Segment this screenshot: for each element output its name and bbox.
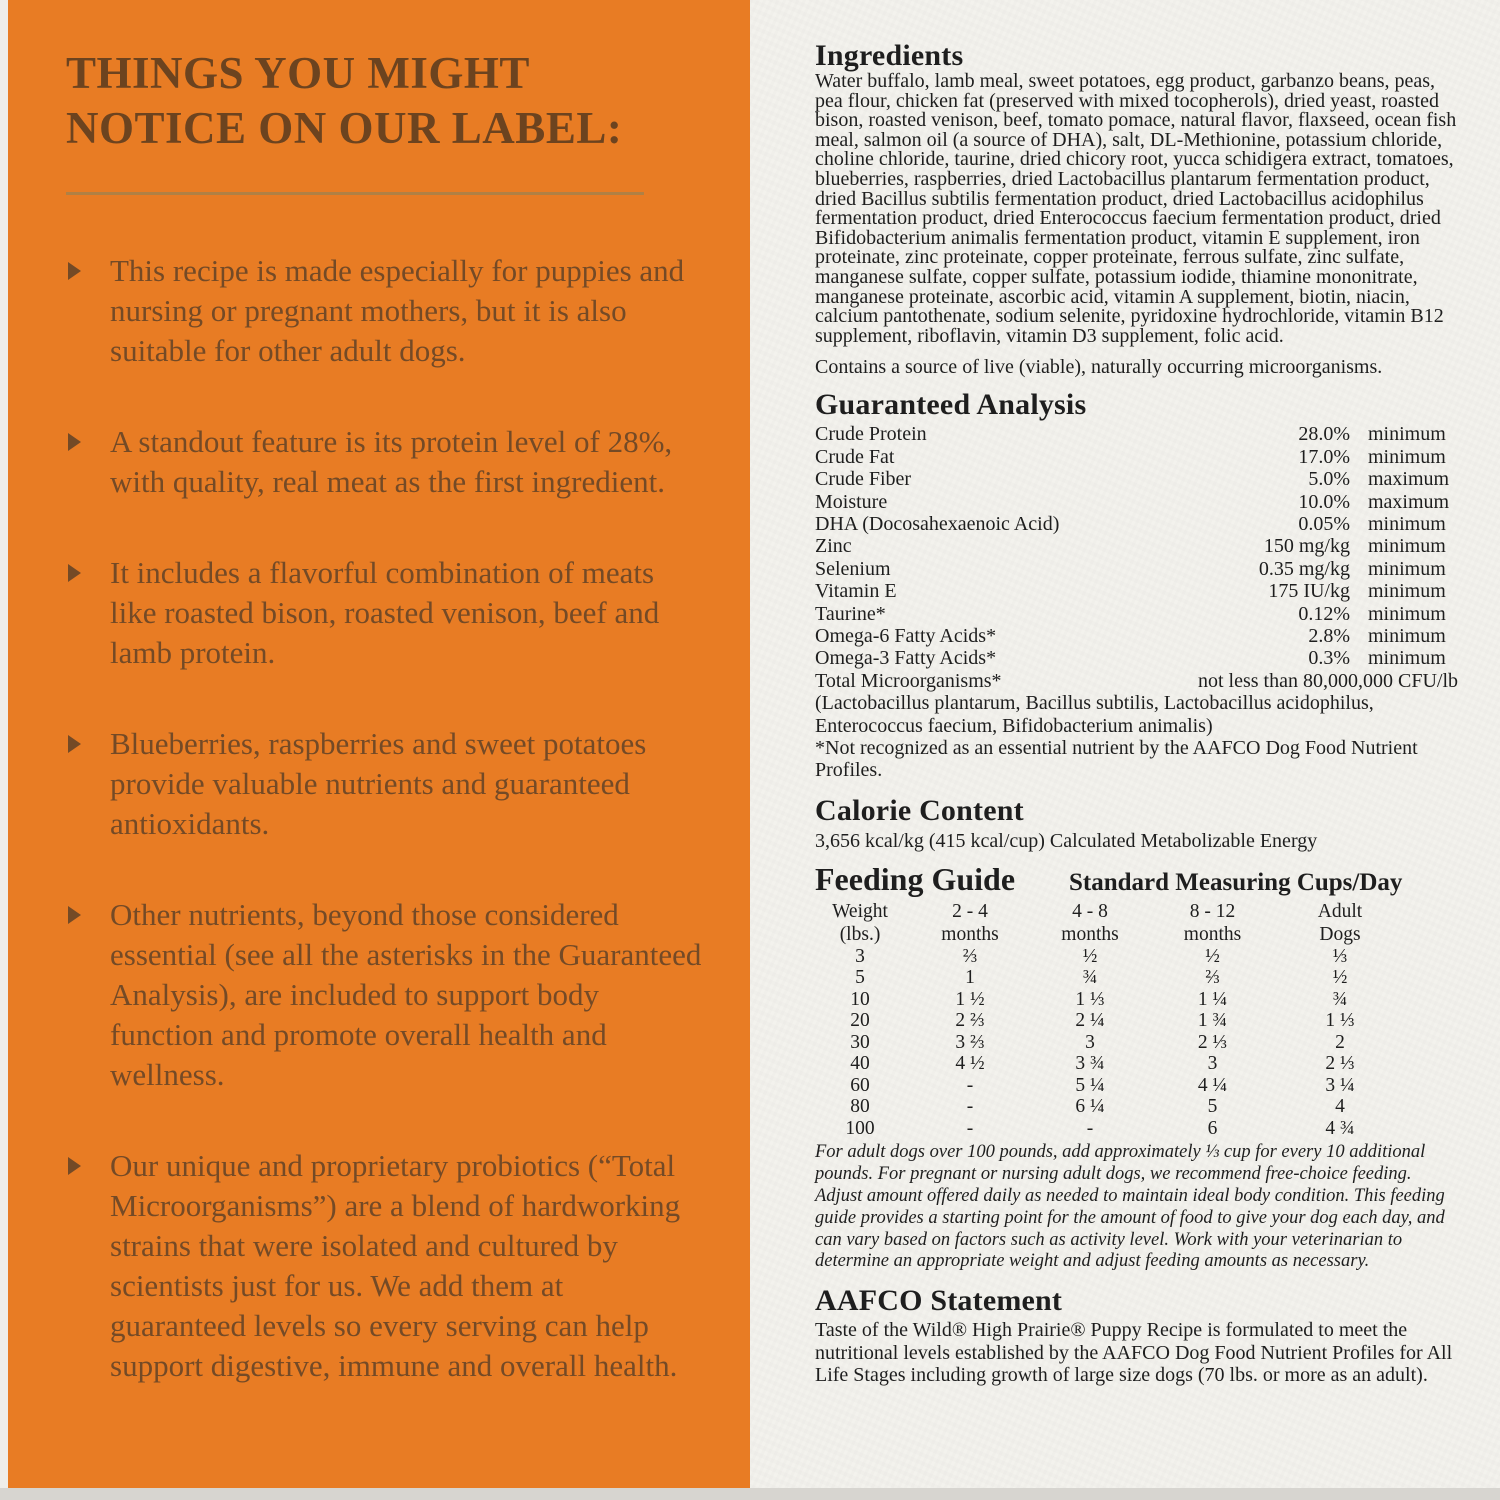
bullet-arrow-icon (68, 906, 81, 924)
weight-cell: 5 (855, 967, 865, 989)
cups-cell: 3 ⅔ (955, 1031, 985, 1053)
header-line-2: Dogs (1319, 923, 1361, 945)
bullet-arrow-icon (68, 433, 81, 451)
calorie-content-section (815, 795, 1458, 852)
ga-qualifier: minimum (1368, 445, 1446, 468)
ga-nutrient-label: Selenium (815, 557, 891, 580)
ga-amount-value: 175 IU/kg (1268, 580, 1350, 603)
bullet-text: Other nutrients, beyond those considered essential (see all the asterisks in the Guaranteed Analysis), are included to support body function and promote overall health and wellness. (110, 896, 702, 1092)
ga-row (815, 423, 1458, 445)
ga-amount-value: 0.3% (1308, 647, 1350, 670)
ga-amount-value: 2.8% (1308, 624, 1350, 647)
feeding-guide-row (815, 967, 1458, 989)
cups-cell: ½ (1332, 967, 1348, 989)
cups-cell: 4 ¼ (1197, 1074, 1228, 1096)
ga-amount-value: 0.12% (1298, 602, 1350, 625)
cups-cell: 2 ⅓ (1197, 1031, 1228, 1053)
cups-cell: ½ (1082, 945, 1098, 967)
ga-nutrient-label: Taurine* (815, 602, 886, 625)
ga-amount-value: 17.0% (1298, 445, 1350, 468)
cups-cell: 2 ⅔ (955, 1010, 985, 1032)
cups-cell: 1 ¾ (1197, 1010, 1228, 1032)
cups-cell: 2 ¼ (1075, 1010, 1105, 1032)
feeding-guide-row (815, 1032, 1458, 1054)
bullet-text: It includes a flavorful combination of meats like roasted bison, roasted venison, beef and lamb protein. (110, 554, 660, 670)
ga-qualifier: maximum (1368, 490, 1450, 513)
cups-cell: ¾ (1082, 967, 1098, 989)
cups-cell: 1 ⅓ (1075, 988, 1105, 1010)
ga-nutrient-label: Vitamin E (815, 580, 897, 603)
header-line-1: 8 - 12 (1189, 900, 1236, 922)
ga-amount-value: 5.0% (1308, 468, 1350, 491)
bullet-item (66, 422, 702, 502)
weight-cell: 80 (850, 1096, 870, 1118)
ingredients-section (815, 40, 1458, 378)
asterisk-footnote: *Not recognized as an essential nutrient by the AAFCO Dog Food Nutrient Profiles. (815, 737, 1418, 782)
ga-qualifier: minimum (1368, 602, 1446, 625)
ga-row (815, 647, 1458, 669)
ga-nutrient-label: Moisture (815, 490, 888, 513)
header-line-1: 4 - 8 (1072, 900, 1108, 922)
ga-row (815, 513, 1458, 535)
probiotic-species-note: (Lactobacillus plantarum, Bacillus subtilis, Lactobacillus acidophilus, Enterococcus faecium, Bifidobacterium animalis) (815, 692, 1374, 737)
panel-title: THINGS YOU MIGHT NOTICE ON OUR LABEL: (66, 48, 623, 153)
feeding-guide-row (815, 1118, 1458, 1140)
feeding-guide-section (815, 862, 1458, 1273)
marketing-panel (8, 0, 750, 1488)
ga-nutrient-label: Omega-6 Fatty Acids* (815, 624, 997, 647)
weight-cell: 3 (855, 945, 865, 967)
total-microorganisms-row (815, 670, 1458, 692)
header-line-2: months (1183, 923, 1242, 945)
feeding-guide-column-header (905, 900, 1035, 946)
aafco-statement-section (815, 1285, 1458, 1387)
ga-qualifier: minimum (1368, 423, 1446, 446)
feeding-guide-row (815, 1096, 1458, 1118)
ga-qualifier: minimum (1368, 512, 1446, 535)
cups-cell: 2 ⅓ (1325, 1053, 1355, 1075)
ga-amount-value: 0.05% (1298, 512, 1350, 535)
ingredients-heading: Ingredients (815, 39, 964, 72)
ga-row (815, 446, 1458, 468)
cups-cell: 1 ¼ (1197, 988, 1228, 1010)
cups-cell: - (966, 1117, 974, 1139)
bullet-item (66, 251, 702, 371)
cups-cell: 1 ½ (955, 988, 985, 1010)
microorganisms-note: Contains a source of live (viable), naturally occurring microorganisms. (815, 356, 1383, 379)
header-line-1: Weight (832, 900, 888, 922)
weight-cell: 100 (845, 1117, 875, 1139)
bottom-strip (0, 1488, 1500, 1500)
cups-cell: 2 (1335, 1031, 1345, 1053)
cups-cell: - (966, 1074, 974, 1096)
cups-cell: 6 (1207, 1117, 1218, 1139)
ga-row (815, 535, 1458, 557)
ga-amount-value: 10.0% (1298, 490, 1350, 513)
ga-row (815, 580, 1458, 602)
feeding-guide-column-header (1145, 900, 1280, 946)
bullet-item (66, 895, 702, 1095)
cups-cell: ½ (1205, 945, 1220, 967)
feeding-guide-row (815, 1010, 1458, 1032)
cups-cell: 5 ¼ (1075, 1074, 1105, 1096)
bullet-item (66, 1146, 702, 1386)
calorie-content-heading: Calorie Content (815, 793, 1024, 827)
ga-nutrient-label: DHA (Docosahexaenoic Acid) (815, 512, 1060, 535)
ga-qualifier: minimum (1368, 580, 1446, 603)
weight-cell: 40 (850, 1053, 870, 1075)
guaranteed-analysis-section (815, 389, 1458, 782)
ga-row (815, 625, 1458, 647)
ga-row (815, 491, 1458, 513)
feeding-guide-row (815, 946, 1458, 968)
feeding-guide-column-header (1280, 900, 1400, 946)
cups-cell: ¾ (1332, 988, 1348, 1010)
ga-qualifier: minimum (1368, 647, 1446, 670)
bullet-text: Our unique and proprietary probiotics (“Total Microorganisms”) are a blend of hardworking strains that were isolated and cultured by scientists just for us. We add them at guaranteed levels so every serving can help support digestive, immune and overall health. (110, 1147, 681, 1383)
aafco-heading: AAFCO Statement (815, 1284, 1063, 1318)
ga-qualifier: minimum (1368, 557, 1446, 580)
ga-nutrient-label: Crude Fiber (815, 468, 912, 491)
cups-cell: ⅔ (1205, 967, 1220, 989)
cups-cell: - (1086, 1117, 1094, 1139)
feeding-guide-row (815, 989, 1458, 1011)
guaranteed-analysis-heading: Guaranteed Analysis (815, 388, 1087, 422)
aafco-body: Taste of the Wild® High Prairie® Puppy Recipe is formulated to meet the nutritional levels established by the AAFCO Dog Food Nutrient Profiles for All Life Stages including growth of large size dogs (70 lbs. or more as an adult). (815, 1319, 1453, 1387)
cups-cell: ⅔ (962, 945, 978, 967)
cups-cell: 1 ⅓ (1325, 1010, 1355, 1032)
weight-cell: 10 (850, 988, 870, 1010)
bullet-item (66, 724, 702, 844)
weight-cell: 20 (850, 1010, 870, 1032)
ga-nutrient-label: Omega-3 Fatty Acids* (815, 647, 997, 670)
header-line-2: months (1061, 923, 1119, 945)
ga-nutrient-label: Crude Protein (815, 423, 927, 446)
ga-qualifier: maximum (1368, 468, 1450, 491)
ga-nutrient-label: Zinc (815, 535, 852, 558)
cups-cell: 3 ¼ (1325, 1074, 1355, 1096)
bullet-arrow-icon (68, 1157, 81, 1175)
weight-cell: 60 (850, 1074, 870, 1096)
ingredients-body: Water buffalo, lamb meal, sweet potatoes, egg product, garbanzo beans, peas, pea flour, chicken fat (preserved with mixed tocopherols), dried yeast, roasted bison, roasted venison, beef, tomato pomace, natural flavor, flaxseed, ocean fish meal, salmon oil (a source of DHA), salt, DL-Methionine, potassium chloride, choline chloride, taurine, dried chicory root, yucca schidigera extract, tomatoes, blueberries, raspberries, dried Lactobacillus plantarum fermentation product, dried Bacillus subtilis fermentation product, dried Lactobacillus acidophilus fermentation product, dried Enterococcus faecium fermentation product, dried Bifidobacterium animalis fermentation product, vitamin E supplement, iron proteinate, zinc proteinate, copper proteinate, ferrous sulfate, zinc sulfate, manganese sulfate, copper sulfate, potassium iodide, thiamine mononitrate, manganese proteinate, ascorbic acid, vitamin A supplement, biotin, niacin, calcium pantothenate, sodium selenite, pyridoxine hydrochloride, vitamin B12 supplement, riboflavin, vitamin D3 supplement, folic acid. (815, 70, 1457, 347)
bullet-item (66, 553, 702, 673)
feeding-guide-heading: Feeding Guide (815, 860, 1016, 897)
ga-row (815, 468, 1458, 490)
cups-cell: 3 ¾ (1075, 1053, 1105, 1075)
weight-cell: 30 (850, 1031, 870, 1053)
ga-qualifier: minimum (1368, 624, 1446, 647)
cups-cell: 4 ½ (955, 1053, 985, 1075)
cups-cell: 3 (1085, 1031, 1095, 1053)
nutrition-facts-panel (750, 0, 1500, 1488)
bullet-text: Blueberries, raspberries and sweet potatoes provide valuable nutrients and guaranteed antioxidants. (110, 725, 647, 841)
ga-qualifier: minimum (1368, 535, 1446, 558)
bullet-list (66, 251, 702, 1386)
ga-row (815, 603, 1458, 625)
ga-nutrient-label: Crude Fat (815, 445, 895, 468)
cups-cell: 4 ¾ (1325, 1117, 1355, 1139)
feeding-guide-row (815, 1075, 1458, 1097)
measuring-cups-subheading: Standard Measuring Cups/Day (1069, 868, 1403, 896)
calorie-content-body: 3,656 kcal/kg (415 kcal/cup) Calculated Metabolizable Energy (815, 829, 1318, 852)
cups-cell: 1 (965, 967, 975, 989)
ga-amount-value: 28.0% (1298, 423, 1350, 446)
feeding-guide-column-headers (815, 900, 1458, 946)
total-microorganisms-value: not less than 80,000,000 CFU/lb (1197, 669, 1458, 692)
cups-cell: 4 (1335, 1096, 1345, 1118)
cups-cell: ⅓ (1332, 945, 1348, 967)
bullet-arrow-icon (68, 564, 81, 582)
bullet-arrow-icon (68, 262, 81, 280)
ga-amount-value: 0.35 mg/kg (1258, 557, 1350, 580)
cups-cell: 5 (1207, 1096, 1218, 1118)
header-line-1: Adult (1317, 900, 1363, 922)
ga-row (815, 558, 1458, 580)
feeding-guide-table (815, 900, 1458, 1140)
guaranteed-analysis-table (815, 423, 1458, 669)
bullet-text: A standout feature is its protein level of 28%, with quality, real meat as the first ingredient. (110, 423, 673, 499)
cups-cell: 3 (1207, 1053, 1218, 1075)
feeding-guide-header (815, 862, 1458, 897)
feeding-guide-row (815, 1053, 1458, 1075)
cups-cell: - (966, 1096, 974, 1118)
feeding-guide-column-header (815, 900, 905, 946)
bullet-text: This recipe is made especially for puppies and nursing or pregnant mothers, but it is also suitable for other adult dogs. (110, 252, 685, 368)
bullet-arrow-icon (68, 735, 81, 753)
header-line-2: months (941, 923, 999, 945)
ga-amount-value: 150 mg/kg (1263, 535, 1350, 558)
feeding-guide-note: For adult dogs over 100 pounds, add approximately ⅓ cup for every 10 additional pounds. For pregnant or nursing adult dogs, we recommend free-choice feeding. Adjust amount offered daily as needed to maintain ideal body condition. This feeding guide provides a starting point for the amount of food to give your dog each day, and can vary based on factors such as activity level. Work with your veterinarian to determine an appropriate weight and adjust feeding amounts as necessary. (815, 1142, 1445, 1272)
cups-cell: 6 ¼ (1075, 1096, 1105, 1118)
header-line-1: 2 - 4 (952, 900, 988, 922)
divider-rule (66, 192, 644, 195)
total-microorganisms-label: Total Microorganisms* (815, 669, 1002, 692)
header-line-2: (lbs.) (839, 923, 881, 945)
feeding-guide-column-header (1035, 900, 1145, 946)
